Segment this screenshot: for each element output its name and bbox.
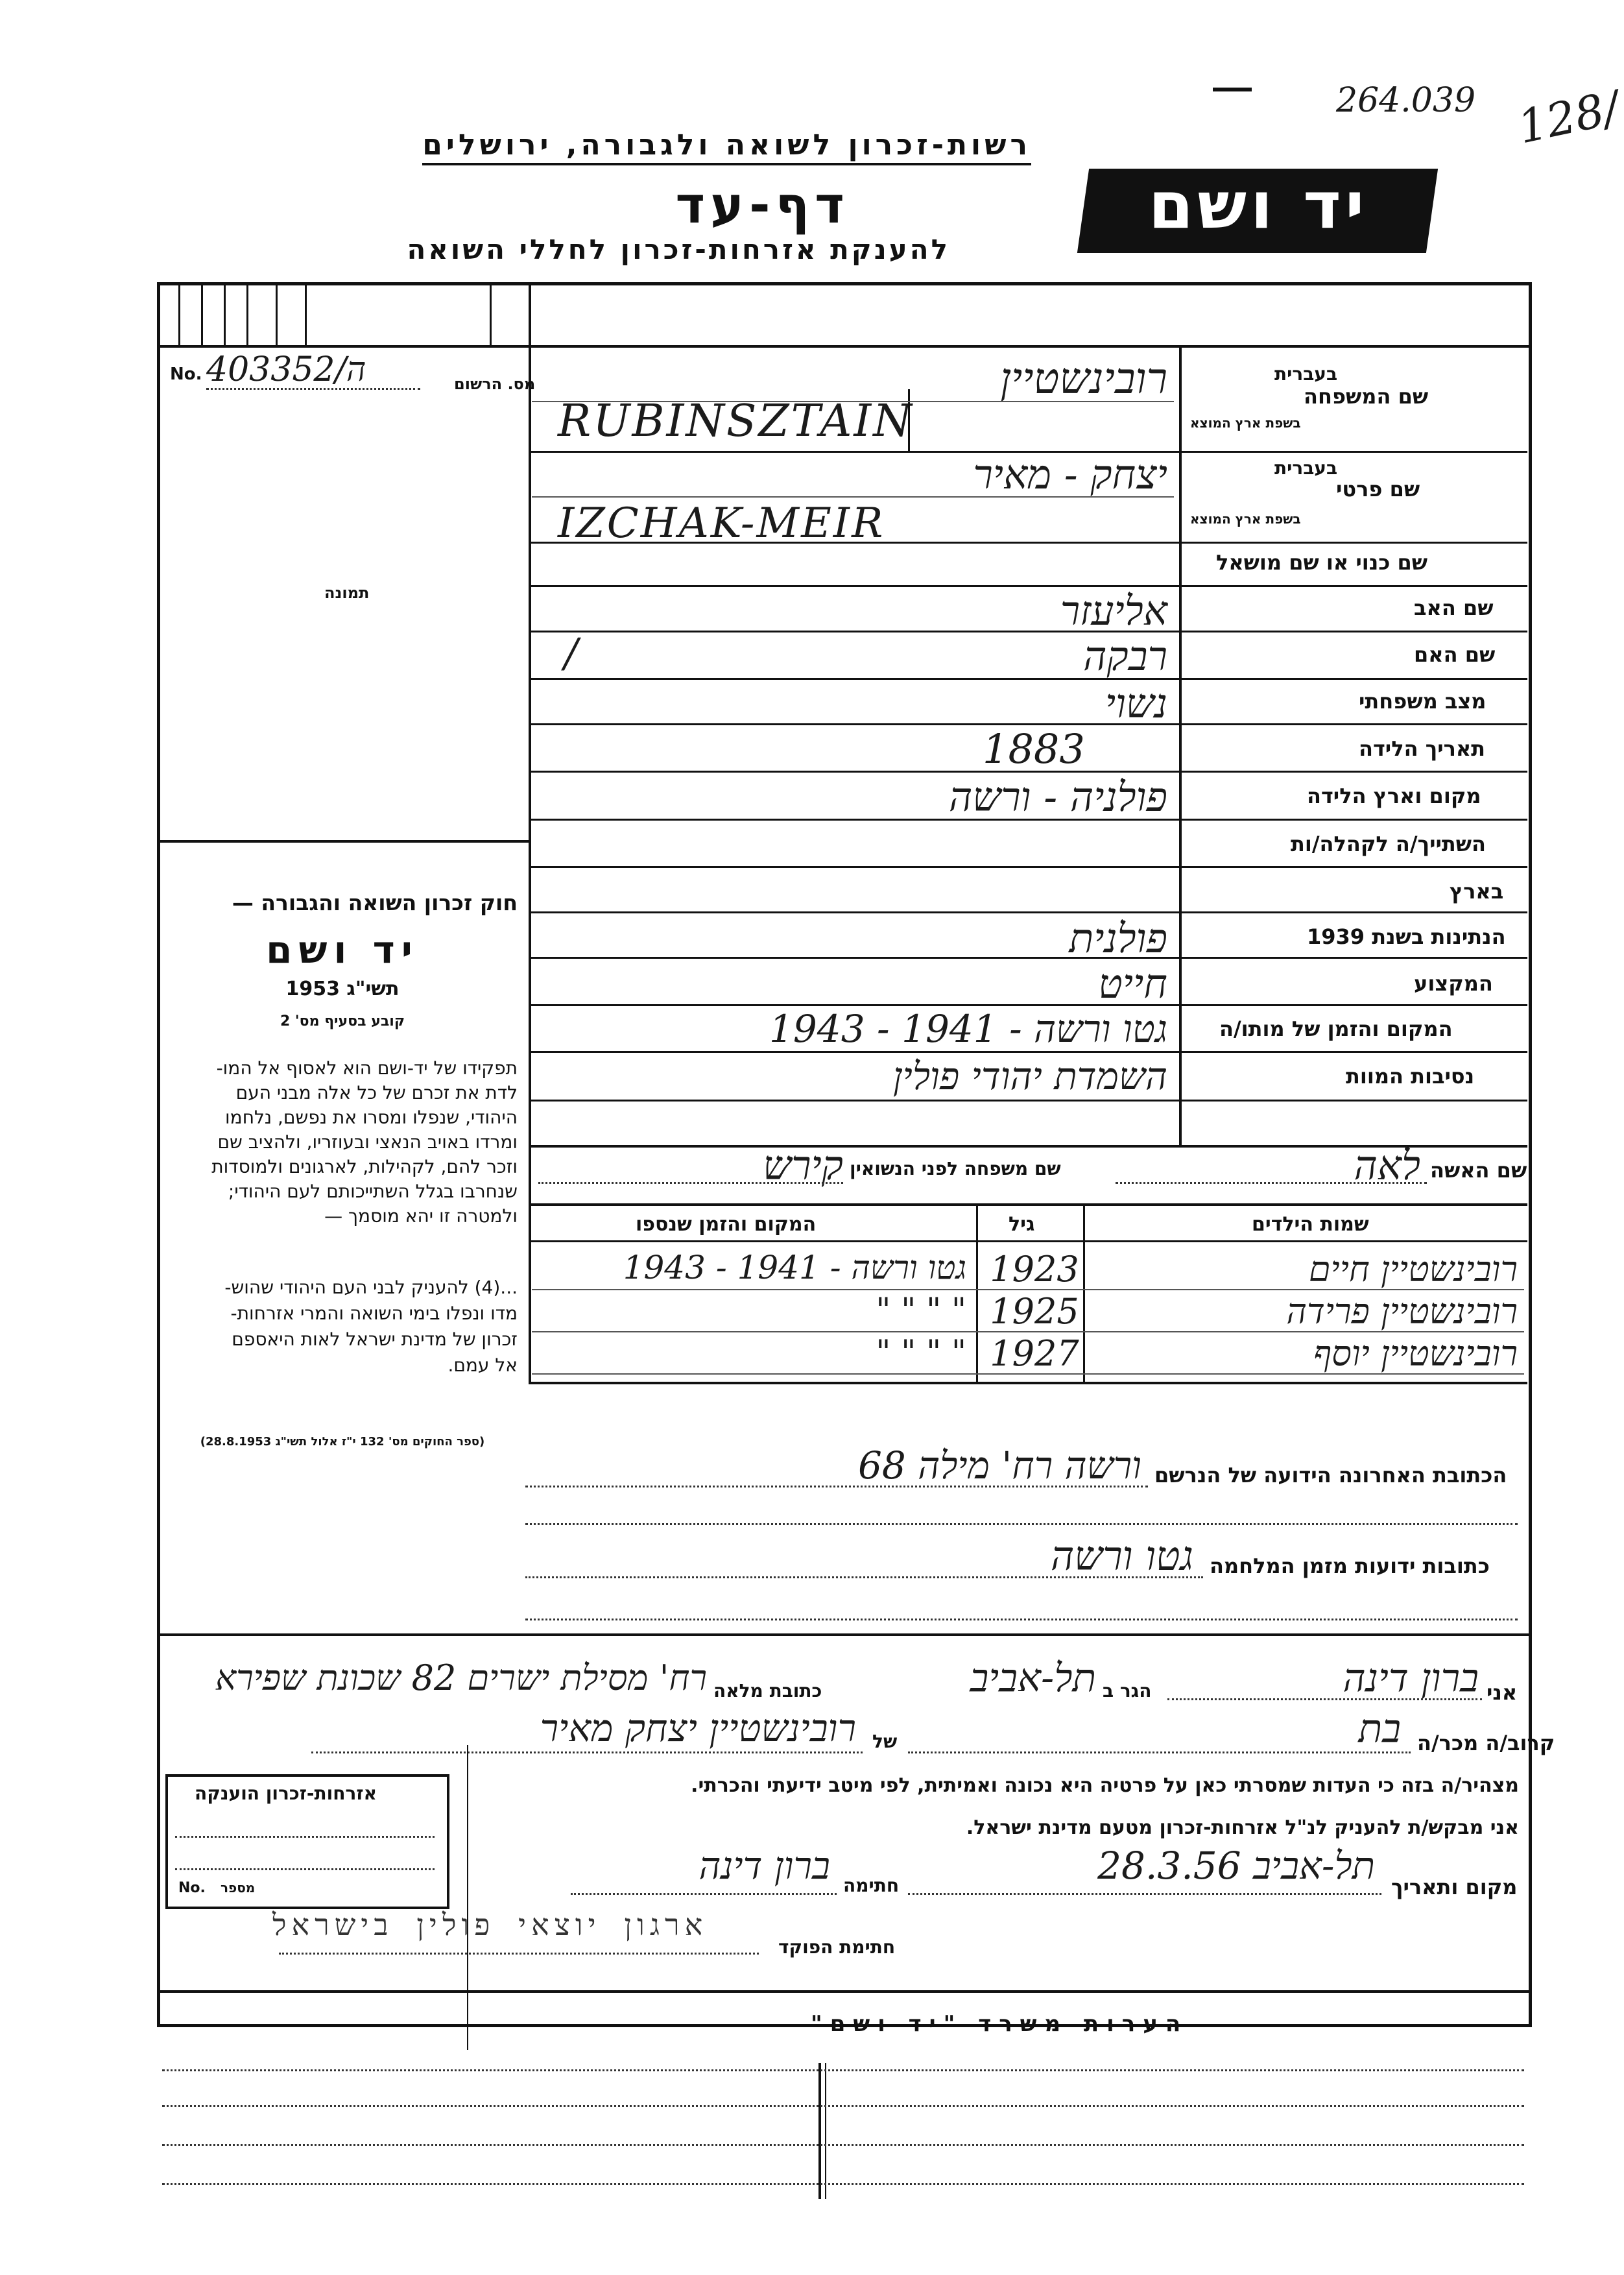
line: [908, 1893, 1381, 1895]
box-line: [276, 285, 278, 345]
children-names-header: שמות הילדים: [1252, 1213, 1369, 1236]
registry-number: 403352/ה: [206, 350, 366, 389]
child-row-line: [532, 1373, 1524, 1375]
marital-status-label: מצב משפחתי: [1359, 689, 1487, 714]
law-heading: חוק זכרון השואה והגבורה —: [232, 890, 518, 915]
citizenship-value: פולנית: [1069, 915, 1167, 962]
lives-in-value: תל-אביב: [970, 1655, 1096, 1701]
family-name-hebrew: רובינשטיין: [1000, 354, 1167, 403]
law-footer: (ספר החוקים מס' 132 י"ז אלול תשי"ג 28.8.1953): [200, 1435, 485, 1449]
maiden-name-value: קירש: [763, 1142, 843, 1189]
maiden-line: [538, 1182, 843, 1184]
divider: [157, 1633, 1529, 1636]
child-age: 1925: [990, 1291, 1079, 1332]
notes-divider: [825, 2063, 826, 2199]
in-origin-language-label: בשפת ארץ המוצא: [1190, 511, 1301, 527]
signature-label: חתימה: [843, 1875, 900, 1896]
citizenship-label: הנתינות בשנת 1939: [1307, 924, 1506, 949]
in-hebrew-label: בעברית: [1274, 457, 1338, 479]
birth-date-value: 1883: [983, 725, 1085, 773]
child-name: רובינשטיין חיים: [1308, 1249, 1518, 1290]
stamp: ארגון יוצאי פולין בישראל: [272, 1907, 708, 1942]
law-line: אל עמם.: [448, 1354, 518, 1376]
row-line: [529, 1051, 1527, 1053]
divider: [529, 1203, 1527, 1206]
corner-note: 128/: [1513, 80, 1624, 154]
award-number-label: מספר: [221, 1880, 256, 1896]
divider: [157, 345, 1529, 348]
child-place: גטו ורשה - 1941 - 1943: [623, 1249, 966, 1286]
first-name-label: שם פרטי: [1336, 477, 1420, 501]
signature-stroke: [467, 1745, 468, 2050]
law-body-clause-4: [167, 1275, 518, 1378]
law-line: זכרון של מדינת ישראל לאות היאספם: [232, 1329, 518, 1350]
mother-label: שם האם: [1414, 642, 1496, 667]
line: [175, 1868, 435, 1870]
full-address-label: כתובת מלאה: [713, 1680, 822, 1702]
org-title: רשות-זכרון לשואה ולגבורה, ירושלים: [422, 128, 1031, 165]
notes-line: [162, 2144, 1524, 2146]
line: [175, 1836, 435, 1838]
full-address-value: רח' מסילת ישרים 82 שכונת שפירא: [215, 1657, 707, 1698]
of-value: רובינשטיין יצחק מאיר: [540, 1706, 856, 1750]
child-age: 1927: [990, 1333, 1079, 1374]
death-circumstances-label: נסיבות המוות: [1346, 1064, 1475, 1089]
archive-number: 264.039: [1336, 81, 1476, 120]
family-name-label: שם המשפחה: [1304, 384, 1429, 409]
father-value: אליעזר: [1060, 587, 1167, 634]
child-place: " " " ": [876, 1333, 966, 1371]
line: [279, 1953, 759, 1955]
line: [1167, 1698, 1482, 1700]
lives-in-label: הגר ב: [1103, 1680, 1152, 1702]
in-origin-language-label: בשפת ארץ המוצא: [1190, 415, 1301, 431]
law-line: וזכר להם, לקהילות, לארגונים ולמוסדות: [211, 1156, 518, 1177]
wartime-address-value: גטו ורשה: [1050, 1532, 1193, 1580]
mother-value: רבקה: [1083, 632, 1167, 680]
wartime-address-label: כתובות ידועות מזמן המלחמה: [1210, 1554, 1490, 1578]
registry-line: [206, 388, 420, 390]
label-column-divider: [1179, 347, 1182, 1145]
law-year: תשי"ג 1953: [285, 978, 400, 1000]
official-signature-label: חתימת הפוקד: [778, 1936, 896, 1958]
last-address-label: הכתובת האחרונה הידועה של הנרשם: [1154, 1463, 1507, 1487]
registry-no-label: No.: [170, 365, 202, 384]
statement-truth: מצהיר/ה בזה כי העדות שמסרתי כאן על פרטיה היא נכונה ואמיתית, לפי מיטב ידיעתי והכרתי.: [691, 1774, 1519, 1797]
law-clause: קובע בסעיף מס' 2: [280, 1013, 405, 1029]
box-line: [224, 285, 226, 345]
row-line: [529, 1100, 1527, 1101]
place-date-label: מקום ותאריך: [1391, 1875, 1518, 1899]
age-column-divider: [976, 1205, 978, 1382]
child-place: " " " ": [876, 1291, 966, 1329]
marital-status-value: נשוי: [1105, 680, 1167, 727]
law-line: ומרדו באויב הנאצי ובעוזריו, ולהציב שם: [217, 1131, 518, 1153]
relation-label: קרוב/ה מכר/ה: [1417, 1731, 1555, 1755]
wife-line: [1116, 1182, 1427, 1184]
subrow-line: [532, 401, 1174, 402]
wife-value: לאה: [1354, 1142, 1420, 1189]
birth-place-value: פולניה - ורשה: [948, 773, 1167, 821]
law-line: שנחרבו בגלל השתייכותם לעם היהודי;: [228, 1181, 518, 1202]
box-line: [305, 285, 307, 345]
first-name-origin: IZCHAK-MEIR: [558, 500, 885, 548]
death-circumstances-value: השמדת יהודי פולין: [892, 1054, 1167, 1098]
address-line: [525, 1523, 1518, 1525]
box-line: [201, 285, 203, 345]
box-line: [490, 285, 492, 345]
notes-line: [162, 2105, 1524, 2107]
row-line: [529, 866, 1527, 868]
mother-mark: /: [564, 629, 578, 677]
nickname-label: שם כנוי או שם מושאל: [1216, 550, 1428, 575]
law-line: ולמטרה זו יהא מוסמך —: [324, 1205, 518, 1227]
of-label: של: [872, 1731, 898, 1752]
family-name-origin: RUBINSZTAIN: [558, 396, 914, 447]
left-column-divider: [529, 282, 531, 1382]
cell-mark: [908, 389, 910, 451]
birth-date-label: תאריך הלידה: [1359, 736, 1486, 761]
top-mark: [1213, 88, 1252, 91]
law-line: תפקידו של יד-ושם הוא לאסוף אל המו-: [216, 1057, 518, 1079]
children-age-header: גיל: [1009, 1213, 1035, 1236]
signature-value: ברון דינה: [699, 1844, 830, 1888]
children-place-header: המקום והזמן שנספו: [636, 1213, 817, 1236]
subrow-line: [532, 496, 1174, 498]
box-line: [178, 285, 180, 345]
law-line: ...(4) להעניק לבני העם היהודי שהוש-: [224, 1277, 518, 1298]
place-date-value: תל-אביב 28.3.56: [1097, 1844, 1375, 1888]
death-place-time-label: המקום והזמן של מותו/ה: [1219, 1017, 1453, 1041]
law-line: מדו ונפלו בימי השואה והמרי אזרחות-: [230, 1303, 518, 1324]
community-label: השתייך/ה לקהלה/ות: [1291, 832, 1487, 856]
death-place-time-value: גטו ורשה - 1941 - 1943: [769, 1007, 1167, 1051]
law-name: יד ושם: [266, 928, 419, 972]
line: [571, 1893, 837, 1895]
box-line: [246, 285, 248, 345]
address-line: [525, 1486, 1148, 1487]
child-row-line: [532, 1289, 1524, 1290]
notes-line: [162, 2183, 1524, 2185]
row-line: [529, 911, 1527, 913]
line: [311, 1751, 863, 1753]
last-address-value: ורשה רח' מילה 68: [858, 1443, 1141, 1487]
law-body: [167, 1056, 518, 1229]
child-name: רובינשטיין פרידה: [1286, 1291, 1518, 1332]
form-subtitle: להענקת אזרחות-זכרון לחללי השואה: [407, 234, 950, 265]
child-age: 1923: [990, 1249, 1079, 1290]
address-line: [525, 1576, 1203, 1578]
registry-label: מס. הרשום: [454, 375, 536, 393]
country-label: בארץ: [1450, 879, 1504, 904]
in-hebrew-label: בעברית: [1274, 363, 1338, 385]
address-line: [525, 1619, 1518, 1620]
declarant-value: ברון דינה: [1343, 1655, 1479, 1701]
divider: [157, 1990, 1529, 1993]
wife-label: שם האשה: [1430, 1158, 1527, 1183]
law-line: לדת את זכרם של כל אלה מבני העם: [235, 1082, 518, 1103]
form-title: דף-עד: [675, 176, 850, 235]
declarant-label: אני: [1487, 1680, 1518, 1705]
divider: [157, 840, 530, 843]
name-column-divider: [1083, 1205, 1085, 1382]
line: [908, 1751, 1411, 1753]
law-line: היהודי, שנפלו ומסרו את נפשם, נלחמו: [225, 1107, 518, 1128]
maiden-name-label: שם משפחה לפני הנשואין: [850, 1158, 1061, 1179]
award-title: אזרחות-זכרון הוענקה: [195, 1783, 377, 1804]
photo-label: תמונה: [324, 584, 370, 602]
logo-text: יד ושם: [1148, 167, 1368, 243]
birth-place-label: מקום וארץ הלידה: [1307, 784, 1481, 808]
notes-line: [162, 2069, 1524, 2071]
relation-value: בת: [1358, 1706, 1401, 1751]
child-name: רובינשטיין יוסף: [1313, 1333, 1518, 1374]
award-no-label: No.: [178, 1880, 206, 1896]
profession-label: המקצוע: [1414, 971, 1493, 996]
divider: [529, 1382, 1527, 1384]
notes-divider: [818, 2063, 821, 2199]
father-label: שם האב: [1414, 596, 1494, 620]
office-notes-title: הערות משרד "יד ושם": [811, 2011, 1189, 2037]
profession-value: חייט: [1098, 960, 1167, 1007]
divider: [529, 1240, 1527, 1242]
first-name-hebrew: יצחק - מאיר: [973, 451, 1167, 498]
statement-request: אני מבקש/ת להעניק לנ"ל אזרחות-זכרון מטעם מדינת ישראל.: [966, 1816, 1519, 1839]
child-row-line: [532, 1331, 1524, 1332]
